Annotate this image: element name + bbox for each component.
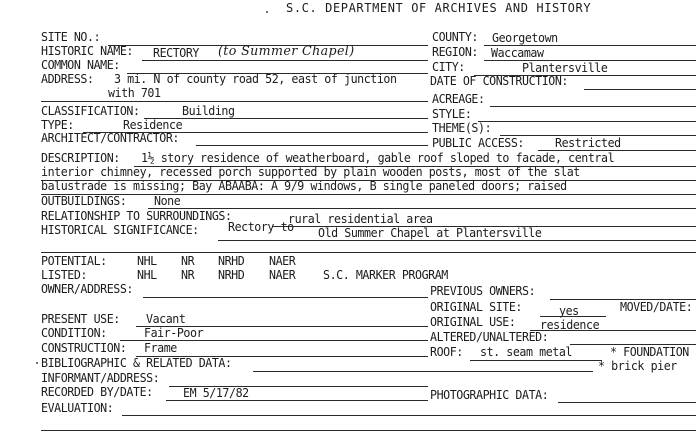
historic-name-line (142, 60, 428, 61)
roof-label: ROOF: (430, 345, 463, 359)
significance-value-1: Rectory to (228, 220, 294, 234)
outbuildings-value: None (154, 194, 181, 208)
address-value-2: with 701 (108, 86, 161, 100)
historic-name-label: HISTORIC NAME: (41, 44, 134, 58)
original-site-value: yes (559, 304, 579, 318)
historic-name-value: RECTORY (153, 46, 200, 60)
bottom-line (41, 430, 696, 431)
acreage-label: ACREAGE: (432, 92, 485, 106)
type-label: TYPE: (41, 118, 74, 132)
potential-code-nrhd: NRHD (218, 254, 245, 268)
listed-code-nhl: NHL (137, 268, 157, 282)
original-use-value: residence (540, 318, 600, 332)
header-dot (266, 11, 268, 13)
description-label: DESCRIPTION: (41, 151, 120, 165)
potential-code-nhl: NHL (137, 254, 157, 268)
evaluation-line (122, 415, 696, 416)
county-value: Georgetown (492, 31, 558, 45)
original-site-label: ORIGINAL SITE: (430, 300, 523, 314)
classification-label: CLASSIFICATION: (41, 104, 140, 118)
potential-label: POTENTIAL: (41, 254, 107, 268)
present-use-value: Vacant (146, 312, 186, 326)
description-rule-3 (41, 194, 696, 195)
historic-name-handwritten: (to Summer Chapel) (218, 44, 355, 59)
public-access-label: PUBLIC ACCESS: (432, 136, 525, 150)
construction-label: CONSTRUCTION: (41, 341, 127, 355)
marker-program: S.C. MARKER PROGRAM (323, 268, 448, 282)
foundation-label: * FOUNDATION (610, 345, 689, 359)
type-value: Residence (123, 118, 183, 132)
acreage-line (490, 106, 696, 107)
recorded-line (166, 400, 428, 401)
recorded-label: RECORDED BY/DATE: (41, 385, 153, 399)
original-site-line (540, 316, 606, 317)
theme-label: THEME(S): (432, 121, 492, 135)
address-value-1: 3 mi. N of county road 52, east of junction (114, 72, 397, 86)
bibliographic-line (253, 371, 593, 372)
style-line (478, 121, 696, 122)
city-label: CITY: (432, 60, 465, 74)
bibliographic-label: BIBLIOGRAPHIC & RELATED DATA: (41, 356, 232, 370)
altered-label: ALTERED/UNALTERED: (430, 330, 549, 344)
potential-code-nr: NR (181, 254, 195, 268)
section-divider (41, 252, 696, 253)
evaluation-label: EVALUATION: (41, 401, 114, 415)
recorded-value: EM 5/17/82 (183, 386, 249, 400)
architect-line (196, 145, 428, 146)
roof-line (470, 360, 602, 361)
style-label: STYLE: (432, 107, 472, 121)
description-line-2: interior chimney, recessed porch supported by plain wooden posts, most of the slat (41, 165, 580, 179)
original-use-line (530, 330, 696, 331)
common-name-label: COMMON NAME: (41, 58, 120, 72)
original-use-label: ORIGINAL USE: (430, 315, 516, 329)
date-of-construction-label: DATE OF CONSTRUCTION: (430, 74, 569, 88)
condition-label: CONDITION: (41, 326, 107, 340)
outbuildings-label: OUTBUILDINGS: (41, 194, 127, 208)
region-value: Waccamaw (491, 46, 544, 60)
listed-code-naer: NAER (269, 268, 296, 282)
relationship-label: RELATIONSHIP TO SURROUNDINGS: (41, 209, 232, 223)
site-no-label: SITE NO.: (41, 30, 101, 44)
significance-value-2: Old Summer Chapel at Plantersville (318, 226, 542, 240)
photographic-label: PHOTOGRAPHIC DATA: (430, 388, 549, 402)
region-label: REGION: (432, 45, 479, 59)
owner-label: OWNER/ADDRESS: (41, 282, 134, 296)
present-use-label: PRESENT USE: (41, 312, 120, 326)
photographic-line (558, 402, 696, 403)
significance-line (218, 240, 696, 241)
architect-label: ARCHITECT/CONTRACTOR: (41, 131, 180, 145)
margin-dot (36, 362, 38, 364)
roof-value: st. seam metal (480, 345, 573, 359)
date-of-construction-line (584, 89, 696, 90)
construction-value: Frame (144, 341, 177, 355)
owner-line (143, 297, 428, 298)
informant-label: INFORMANT/ADDRESS: (41, 371, 160, 385)
address-line (41, 101, 428, 102)
classification-line (144, 118, 428, 119)
listed-label: LISTED: (41, 268, 88, 282)
moved-date-label: MOVED/DATE: (620, 300, 693, 314)
public-access-value: Restricted (555, 136, 621, 150)
description-line-1: 1½ story residence of weatherboard, gable roof sloped to facade, central (141, 151, 615, 165)
previous-owners-label: PREVIOUS OWNERS: (430, 284, 536, 298)
listed-code-nrhd: NRHD (218, 268, 245, 282)
county-label: COUNTY: (432, 30, 479, 44)
relationship-value: rural residential area (288, 212, 433, 226)
page-header: S.C. DEPARTMENT OF ARCHIVES AND HISTORY (286, 1, 592, 15)
potential-code-naer: NAER (269, 254, 296, 268)
classification-value: Building (182, 104, 235, 118)
condition-value: Fair-Poor (144, 326, 204, 340)
city-value: Plantersville (522, 61, 608, 75)
description-line-3: balustrade is missing; Bay ABAABA: A 9/9 windows, B single paneled doors; raised (41, 179, 567, 193)
address-label: ADDRESS: (41, 72, 94, 86)
significance-label: HISTORICAL SIGNIFICANCE: (41, 223, 199, 237)
listed-code-nr: NR (181, 268, 195, 282)
foundation-value: * brick pier (598, 359, 677, 373)
